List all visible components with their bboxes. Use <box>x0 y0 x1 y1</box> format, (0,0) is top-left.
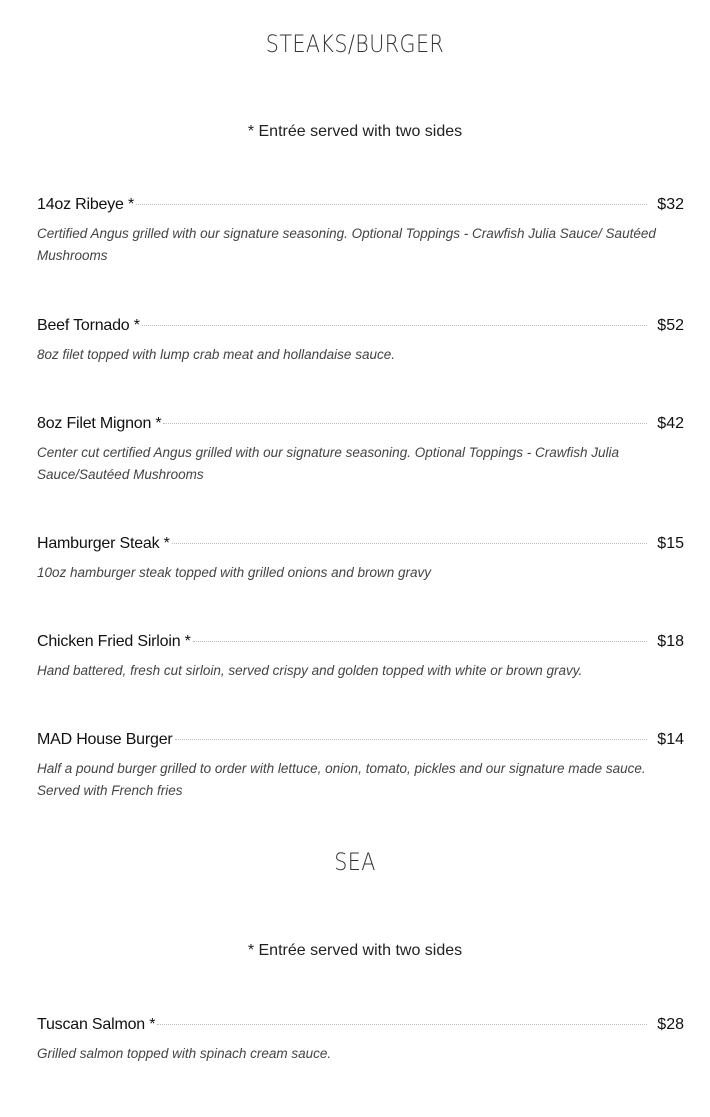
dotted-leader <box>136 204 647 205</box>
menu-item-name: MAD House Burger <box>37 731 173 748</box>
section-note-sea: * Entrée served with two sides <box>247 942 463 959</box>
menu-item-description: Half a pound burger grilled to order with lettuce, onion, tomato, pickles and our signature made sauce. Served with French fries <box>37 761 646 798</box>
menu-item-tuscan-salmon <box>37 1016 684 1065</box>
dotted-leader <box>142 325 648 326</box>
dotted-leader <box>163 423 647 424</box>
section-title-steaks-burger: STEAKS/BURGER <box>265 30 445 58</box>
menu-item-name: 14oz Ribeye * <box>37 196 135 213</box>
menu-item-hamburger-steak <box>37 535 684 584</box>
section-note-steaks-burger: * Entrée served with two sides <box>247 123 463 140</box>
menu-item-price: $32 <box>657 196 684 213</box>
menu-item-price: $42 <box>657 415 684 432</box>
dotted-leader <box>157 1024 647 1025</box>
menu-item-8oz-filet-mignon <box>37 415 684 486</box>
menu-item-price: $52 <box>657 317 684 334</box>
menu-item-description: Certified Angus grilled with our signature seasoning. Optional Toppings - Crawfish Julia Sauce/ Sautéed Mushrooms <box>37 226 656 263</box>
dotted-leader <box>172 543 648 544</box>
menu-item-description: 10oz hamburger steak topped with grilled onions and brown gravy <box>37 565 431 580</box>
menu-item-description: 8oz filet topped with lump crab meat and hollandaise sauce. <box>37 347 395 362</box>
menu-item-beef-tornado <box>37 317 684 366</box>
menu-item-description: Hand battered, fresh cut sirloin, served crispy and golden topped with white or brown gravy. <box>37 663 583 678</box>
dotted-leader <box>175 739 648 740</box>
menu-item-description: Grilled salmon topped with spinach cream sauce. <box>37 1046 332 1061</box>
menu-item-price: $15 <box>657 535 684 552</box>
menu-item-name: Beef Tornado * <box>37 317 140 334</box>
dotted-leader <box>193 641 648 642</box>
menu-item-price: $28 <box>657 1016 684 1033</box>
menu-item-mad-house-burger <box>37 731 684 802</box>
menu-item-price: $14 <box>657 731 684 748</box>
menu-item-description: Center cut certified Angus grilled with our signature seasoning. Optional Toppings - Crawfish Julia Sauce/Sautéed Mushrooms <box>37 445 620 482</box>
menu-item-name: Tuscan Salmon * <box>37 1016 156 1033</box>
menu-item-price: $18 <box>657 633 684 650</box>
menu-item-name: 8oz Filet Mignon * <box>37 415 162 432</box>
menu-item-14oz-ribeye <box>37 196 684 267</box>
menu-item-chicken-fried-sirloin <box>37 633 684 682</box>
section-title-sea: SEA <box>334 848 376 876</box>
menu-item-name: Chicken Fried Sirloin * <box>37 633 191 650</box>
menu-item-name: Hamburger Steak * <box>37 535 170 552</box>
